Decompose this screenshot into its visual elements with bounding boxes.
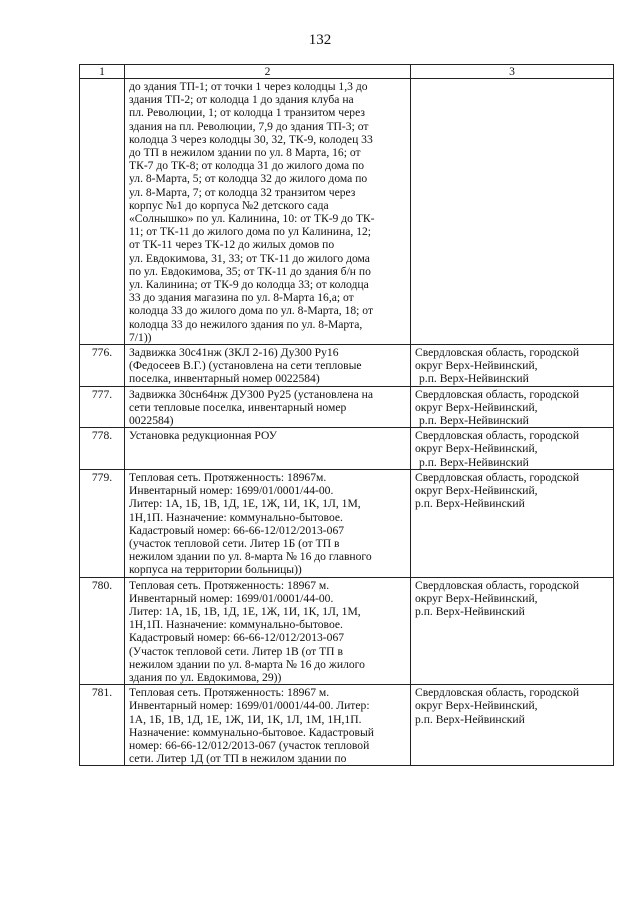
description-line: 0022584): [129, 414, 174, 428]
description-line: Тепловая сеть. Протяженность: 18967 м.: [129, 578, 330, 592]
description-line: Тепловая сеть. Протяженность: 18967 м.: [129, 686, 330, 700]
description-line: здания ТП-2; от колодца 1 до здания клуба на: [129, 93, 354, 107]
description-line: пл. Революции, 1; от колодца 1 транзитом через: [129, 106, 365, 120]
object-address: [411, 685, 614, 766]
description-line: ул. Евдокимова, 31, 33; от ТК-11 до жилого дома: [129, 251, 370, 265]
row-number: 778.: [80, 428, 125, 470]
description-line: от ТК-11 через ТК-12 до жилых домов по: [129, 238, 335, 252]
table-row: [80, 428, 614, 470]
description-line: Тепловая сеть. Протяженность: 18967м.: [129, 470, 327, 484]
row-number: 779.: [80, 469, 125, 577]
object-address: [411, 345, 614, 387]
table-row: [80, 79, 614, 345]
description-line: 11; от ТК-11 до жилого дома по ул Калинина, 12;: [129, 225, 372, 239]
object-description: [125, 469, 411, 577]
description-line: колодца 33 до жилого дома по ул. 8-Марта, 18; от: [129, 304, 374, 318]
description-line: сети. Литер 1Д (от ТП в нежилом здании по: [129, 752, 347, 766]
description-line: 1Н,1П. Назначение: коммунально-бытовое.: [129, 618, 343, 632]
address-line: округ Верх-Нейвинский,: [415, 400, 538, 414]
address-line: р.п. Верх-Нейвинский: [419, 414, 529, 428]
description-line: ул. 8-Марта, 5; от колодца 32 до жилого дома по: [129, 172, 368, 186]
row-number: 776.: [80, 345, 125, 387]
description-line: корпуса на территории больницы)): [129, 563, 302, 577]
description-line: 7/1)): [129, 330, 152, 344]
description-line: Кадастровый номер: 66-66-12/012/2013-067: [129, 523, 345, 537]
address-line: округ Верх-Нейвинский,: [415, 442, 538, 456]
address-line: р.п. Верх-Нейвинский: [419, 372, 529, 386]
description-line: сети тепловые поселка, инвентарный номер: [129, 400, 347, 414]
row-number: 781.: [80, 685, 125, 766]
description-line: Инвентарный номер: 1699/01/0001/44-00.: [129, 484, 334, 498]
object-description: [125, 685, 411, 766]
address-line: Свердловская область, городской: [415, 429, 580, 443]
description-line: номер: 66-66-12/012/2013-067 (участок тепловой: [129, 738, 370, 752]
description-line: Установка редукционная РОУ: [129, 429, 277, 443]
address-line: Свердловская область, городской: [415, 470, 580, 484]
description-line: колодца 3 через колодцы 30, 32, ТК-9, колодец 33: [129, 132, 373, 146]
description-line: здания по ул. Евдокимова, 29)): [129, 670, 282, 684]
object-address: [411, 428, 614, 470]
description-line: Инвентарный номер: 1699/01/0001/44-00. Литер:: [129, 699, 370, 713]
table-row: [80, 577, 614, 685]
column-header-2: 2: [125, 65, 411, 79]
description-line: ул. 8-Марта, 7; от колодца 32 транзитом через: [129, 185, 356, 199]
object-description: [125, 345, 411, 387]
description-line: 33 до здания магазина по ул. 8-Марта 16,а; от: [129, 291, 354, 305]
address-line: округ Верх-Нейвинский,: [415, 699, 538, 713]
address-line: округ Верх-Нейвинский,: [415, 484, 538, 498]
object-description: [125, 428, 411, 470]
property-registry-table: [79, 64, 614, 766]
object-address: [411, 469, 614, 577]
description-line: Задвижка 30сн64нж ДУ300 Ру25 (установлена на: [129, 387, 373, 401]
description-line: до здания ТП-1; от точки 1 через колодцы 1,3 до: [129, 80, 368, 93]
description-line: нежилом здании по ул. 8-марта № 16 до главного: [129, 550, 372, 564]
description-line: по ул. Евдокимова, 35; от ТК-11 до здания б/н по: [129, 264, 371, 278]
description-line: Кадастровый номер: 66-66-12/012/2013-067: [129, 631, 345, 645]
object-address: [411, 386, 614, 428]
description-line: Литер: 1А, 1Б, 1В, 1Д, 1Е, 1Ж, 1И, 1К, 1Л, 1М,: [129, 497, 361, 511]
description-line: Назначение: коммунально-бытовое. Кадастровый: [129, 725, 374, 739]
object-address: [411, 577, 614, 685]
address-line: р.п. Верх-Нейвинский: [415, 497, 525, 511]
description-line: ул. Калинина; от ТК-9 до колодца 33; от колодца: [129, 278, 369, 292]
object-description: [125, 577, 411, 685]
description-line: поселка, инвентарный номер 0022584): [129, 372, 320, 386]
description-line: 1Н,1П. Назначение: коммунально-бытовое.: [129, 510, 343, 524]
column-header-3: 3: [411, 65, 614, 79]
description-line: (участок тепловой сети. Литер 1Б (от ТП в: [129, 536, 340, 550]
address-line: р.п. Верх-Нейвинский: [415, 604, 525, 618]
table-row: [80, 469, 614, 577]
table-row: [80, 345, 614, 387]
address-line: Свердловская область, городской: [415, 578, 580, 592]
description-line: Литер: 1А, 1Б, 1В, 1Д, 1Е, 1Ж, 1И, 1К, 1Л, 1М,: [129, 604, 361, 618]
description-line: «Солнышко» по ул. Калинина, 10: от ТК-9 до ТК-: [129, 212, 375, 226]
row-number: 777.: [80, 386, 125, 428]
description-line: 1А, 1Б, 1В, 1Д, 1Е, 1Ж, 1И, 1К, 1Л, 1М, 1Н,1П.: [129, 712, 362, 726]
description-line: Задвижка 30с41нж (ЗКЛ 2-16) Ду300 Ру16: [129, 346, 339, 360]
description-line: Инвентарный номер: 1699/01/0001/44-00.: [129, 591, 334, 605]
object-description: [125, 386, 411, 428]
description-line: корпус №1 до корпуса №2 детского сада: [129, 198, 329, 212]
column-number-row: [80, 65, 614, 79]
address-line: р.п. Верх-Нейвинский: [419, 455, 529, 469]
description-line: (Участок тепловой сети. Литер 1В (от ТП в: [129, 644, 343, 658]
address-line: округ Верх-Нейвинский,: [415, 359, 538, 373]
description-line: до ТП в нежилом здании по ул. 8 Марта, 16; от: [129, 146, 361, 160]
object-address: [411, 79, 614, 345]
address-line: Свердловская область, городской: [415, 346, 580, 360]
description-line: (Федосеев В.Г.) (установлена на сети тепловые: [129, 359, 362, 373]
row-number: 780.: [80, 577, 125, 685]
table-body: [80, 79, 614, 766]
page-number: 132: [308, 32, 332, 48]
row-number: [80, 79, 125, 345]
address-line: Свердловская область, городской: [415, 686, 580, 700]
table-row: [80, 685, 614, 766]
description-line: ТК-7 до ТК-8; от колодца 31 до жилого дома по: [129, 159, 365, 173]
table-row: [80, 386, 614, 428]
description-line: здания на пл. Революции, 7,9 до здания ТП-3; от: [129, 119, 369, 133]
description-line: нежилом здании по ул. 8-марта № 16 до жилого: [129, 657, 365, 671]
address-line: р.п. Верх-Нейвинский: [415, 712, 525, 726]
address-line: округ Верх-Нейвинский,: [415, 591, 538, 605]
description-line: колодца 33 до нежилого здания по ул. 8-Марта,: [129, 317, 363, 331]
object-description: [125, 79, 411, 345]
address-line: Свердловская область, городской: [415, 387, 580, 401]
column-header-1: 1: [80, 65, 125, 79]
